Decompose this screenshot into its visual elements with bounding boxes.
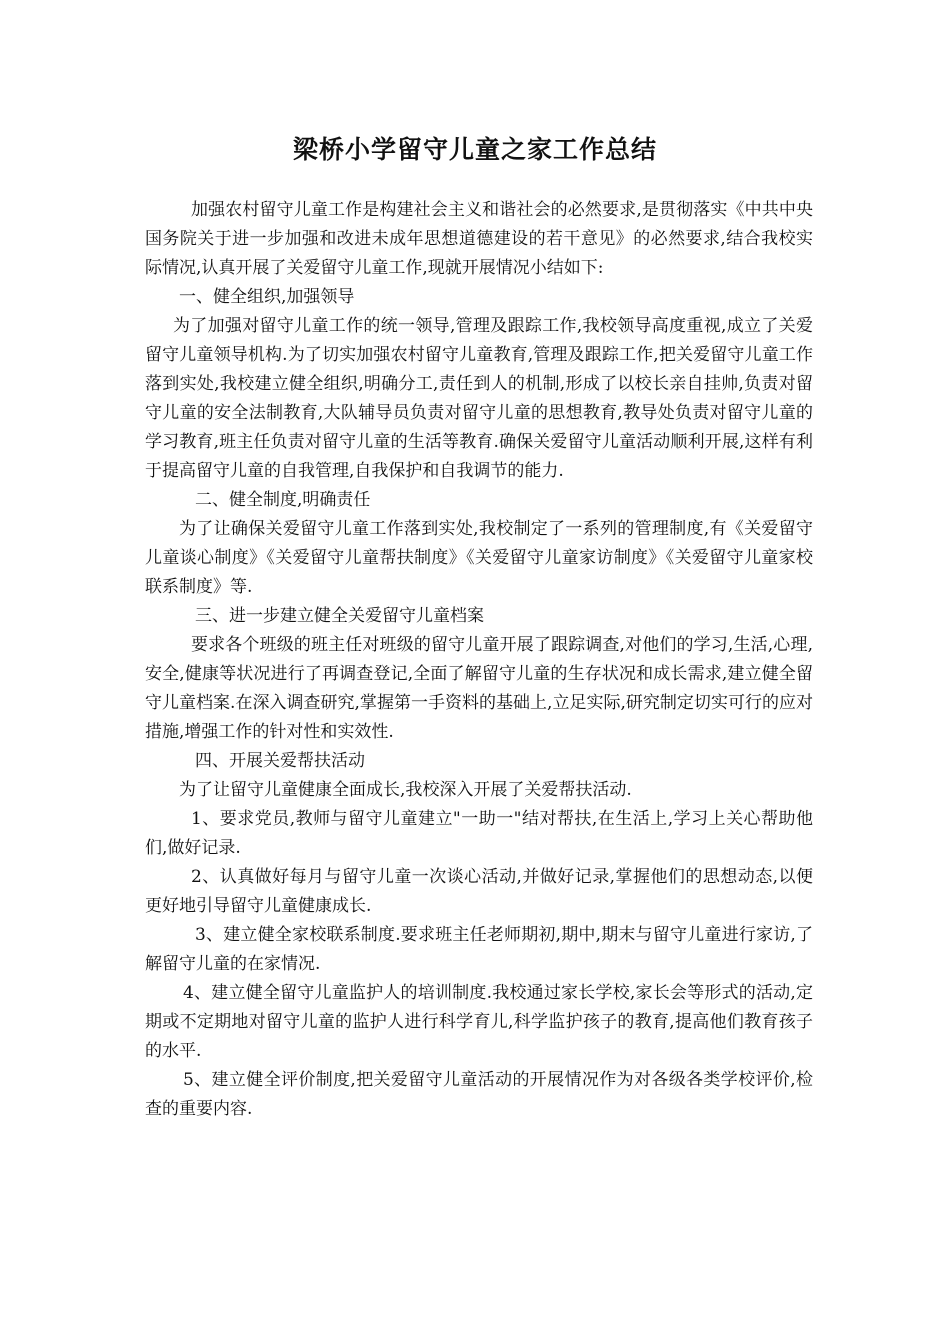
intro-paragraph: 加强农村留守儿童工作是构建社会主义和谐社会的必然要求,是贯彻落实《中共中央国务院关于进一步加强和改进未成年思想道德建设的若干意见》的必然要求,结合我校实际情况,认真开展了关爱留守儿童工作,现就开展情况小结如下:: [145, 200, 813, 278]
list-item-2: 2、认真做好每月与留守儿童一次谈心活动,并做好记录,掌握他们的思想动态,以便更好地引导留守儿童健康成长.: [145, 867, 813, 916]
section-2-paragraph: 为了让确保关爱留守儿童工作落到实处,我校制定了一系列的管理制度,有《关爱留守儿童谈心制度》《关爱留守儿童帮扶制度》《关爱留守儿童家访制度》《关爱留守儿童家校联系制度》等.: [145, 519, 813, 597]
list-item-3: 3、建立健全家校联系制度.要求班主任老师期初,期中,期末与留守儿童进行家访,了解留守儿童的在家情况.: [145, 925, 813, 974]
document-body: [145, 196, 813, 1124]
document-title: 梁桥小学留守儿童之家工作总结: [292, 135, 657, 164]
section-heading-4: 四、开展关爱帮扶活动: [195, 751, 365, 771]
section-heading-2: 二、健全制度,明确责任: [195, 490, 371, 510]
list-item-4: 4、建立健全留守儿童监护人的培训制度.我校通过家长学校,家长会等形式的活动,定期或不定期地对留守儿童的监护人进行科学育儿,科学监护孩子的教育,提高他们教育孩子的水平.: [145, 983, 813, 1061]
section-4-paragraph: 为了让留守儿童健康全面成长,我校深入开展了关爱帮扶活动.: [179, 780, 632, 800]
list-item-1: 1、要求党员,教师与留守儿童建立"一助一"结对帮扶,在生活上,学习上关心帮助他们,做好记录.: [145, 809, 813, 858]
section-3-paragraph: 要求各个班级的班主任对班级的留守儿童开展了跟踪调查,对他们的学习,生活,心理,安全,健康等状况进行了再调查登记,全面了解留守儿童的生存状况和成长需求,建立健全留守儿童档案.在深入调查研究,掌握第一手资料的基础上,立足实际,研究制定切实可行的应对措施,增强工作的针对性和实效性.: [145, 635, 813, 742]
section-1-paragraph: 为了加强对留守儿童工作的统一领导,管理及跟踪工作,我校领导高度重视,成立了关爱留守儿童领导机构.为了切实加强农村留守儿童教育,管理及跟踪工作,把关爱留守儿童工作落到实处,我校建立健全组织,明确分工,责任到人的机制,形成了以校长亲自挂帅,负责对留守儿童的安全法制教育,大队辅导员负责对留守儿童的思想教育,教导处负责对留守儿童的学习教育,班主任负责对留守儿童的生活等教育.确保关爱留守儿童活动顺利开展,这样有利于提高留守儿童的自我管理,自我保护和自我调节的能力.: [145, 316, 813, 481]
section-heading-1: 一、健全组织,加强领导: [179, 287, 355, 307]
list-item-5: 5、建立健全评价制度,把关爱留守儿童活动的开展情况作为对各级各类学校评价,检查的重要内容.: [145, 1070, 813, 1119]
section-heading-3: 三、进一步建立健全关爱留守儿童档案: [195, 606, 484, 626]
